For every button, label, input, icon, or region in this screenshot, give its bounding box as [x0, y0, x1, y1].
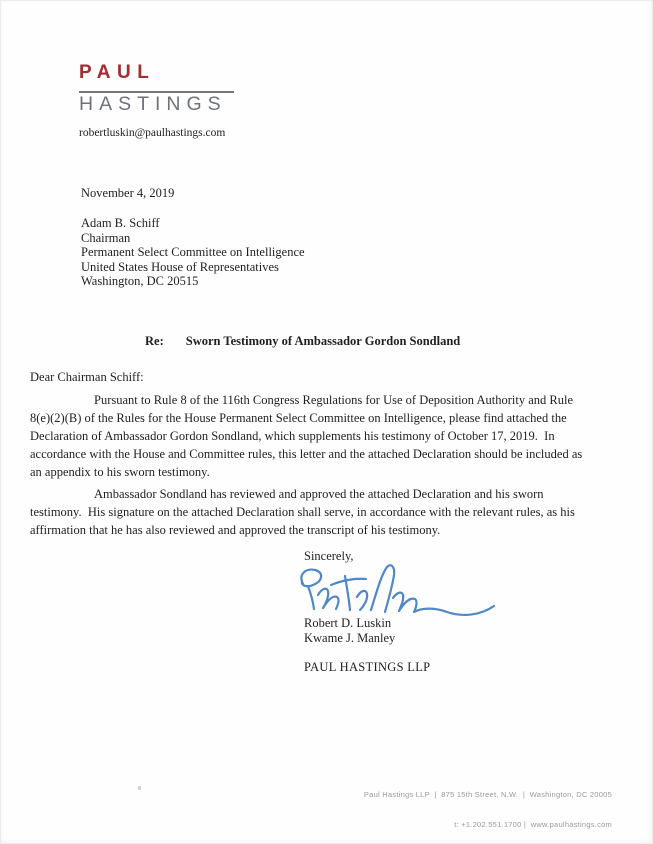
- recipient-address-block: [81, 216, 305, 289]
- recipient-institution: United States House of Representatives: [81, 259, 279, 274]
- letter-body: [30, 368, 592, 543]
- re-line: [145, 334, 460, 349]
- signatory-name-1: Robert D. Luskin: [304, 616, 392, 630]
- footer-address-line: Paul Hastings LLP | 875 15th Street, N.W. | Washington, DC 20005: [363, 790, 612, 799]
- signatory-block: [304, 616, 395, 646]
- letterhead: [79, 63, 234, 115]
- scan-speck: [138, 786, 141, 790]
- recipient-title: Chairman: [81, 230, 131, 245]
- signatory-name-2: Kwame J. Manley: [304, 631, 396, 645]
- closing-salutation: Sincerely,: [304, 549, 354, 563]
- recipient-city-zip: Washington, DC 20515: [81, 274, 199, 289]
- firm-name: PAUL HASTINGS LLP: [304, 660, 431, 674]
- recipient-name: Adam B. Schiff: [81, 216, 160, 230]
- footer-contact-line: t: +1.202.551.1700 | www.paulhastings.com: [454, 820, 612, 829]
- recipient-committee: Permanent Select Committee on Intelligence: [81, 245, 305, 260]
- re-subject: Sworn Testimony of Ambassador Gordon Sondland: [185, 334, 461, 348]
- body-paragraph-1: Pursuant to Rule 8 of the 116th Congress Regulations for Use of Deposition Authority and Rule 8(e)(2)(B) of the Rules for the House Permanent Select Committee on Intelligence, please find attached the Declaration of Ambassador Gordon Sondland, which supplements his testimony of October 17, 2019. In accordance with the House and Committee rules, this letter and the attached Declaration should be included as an appendix to his sworn testimony.: [30, 393, 586, 479]
- paul-hastings-logo: [79, 63, 234, 115]
- body-paragraph-2: Ambassador Sondland has reviewed and approved the attached Declaration and his sworn testimony. His signature on the attached Declaration shall serve, in accordance with the relevant rules, as his affirmation that he has also reviewed and approved the transcript of his testimony.: [30, 487, 578, 537]
- salutation: Dear Chairman Schiff:: [30, 370, 144, 384]
- logo-word-paul: PAUL: [79, 62, 156, 83]
- letter-date: November 4, 2019: [81, 186, 175, 200]
- re-label: Re:: [145, 334, 164, 348]
- handwritten-signature: [293, 562, 498, 620]
- sender-email: robertluskin@paulhastings.com: [79, 127, 226, 139]
- page-footer: [364, 770, 612, 844]
- logo-word-hastings: HASTINGS: [79, 93, 227, 115]
